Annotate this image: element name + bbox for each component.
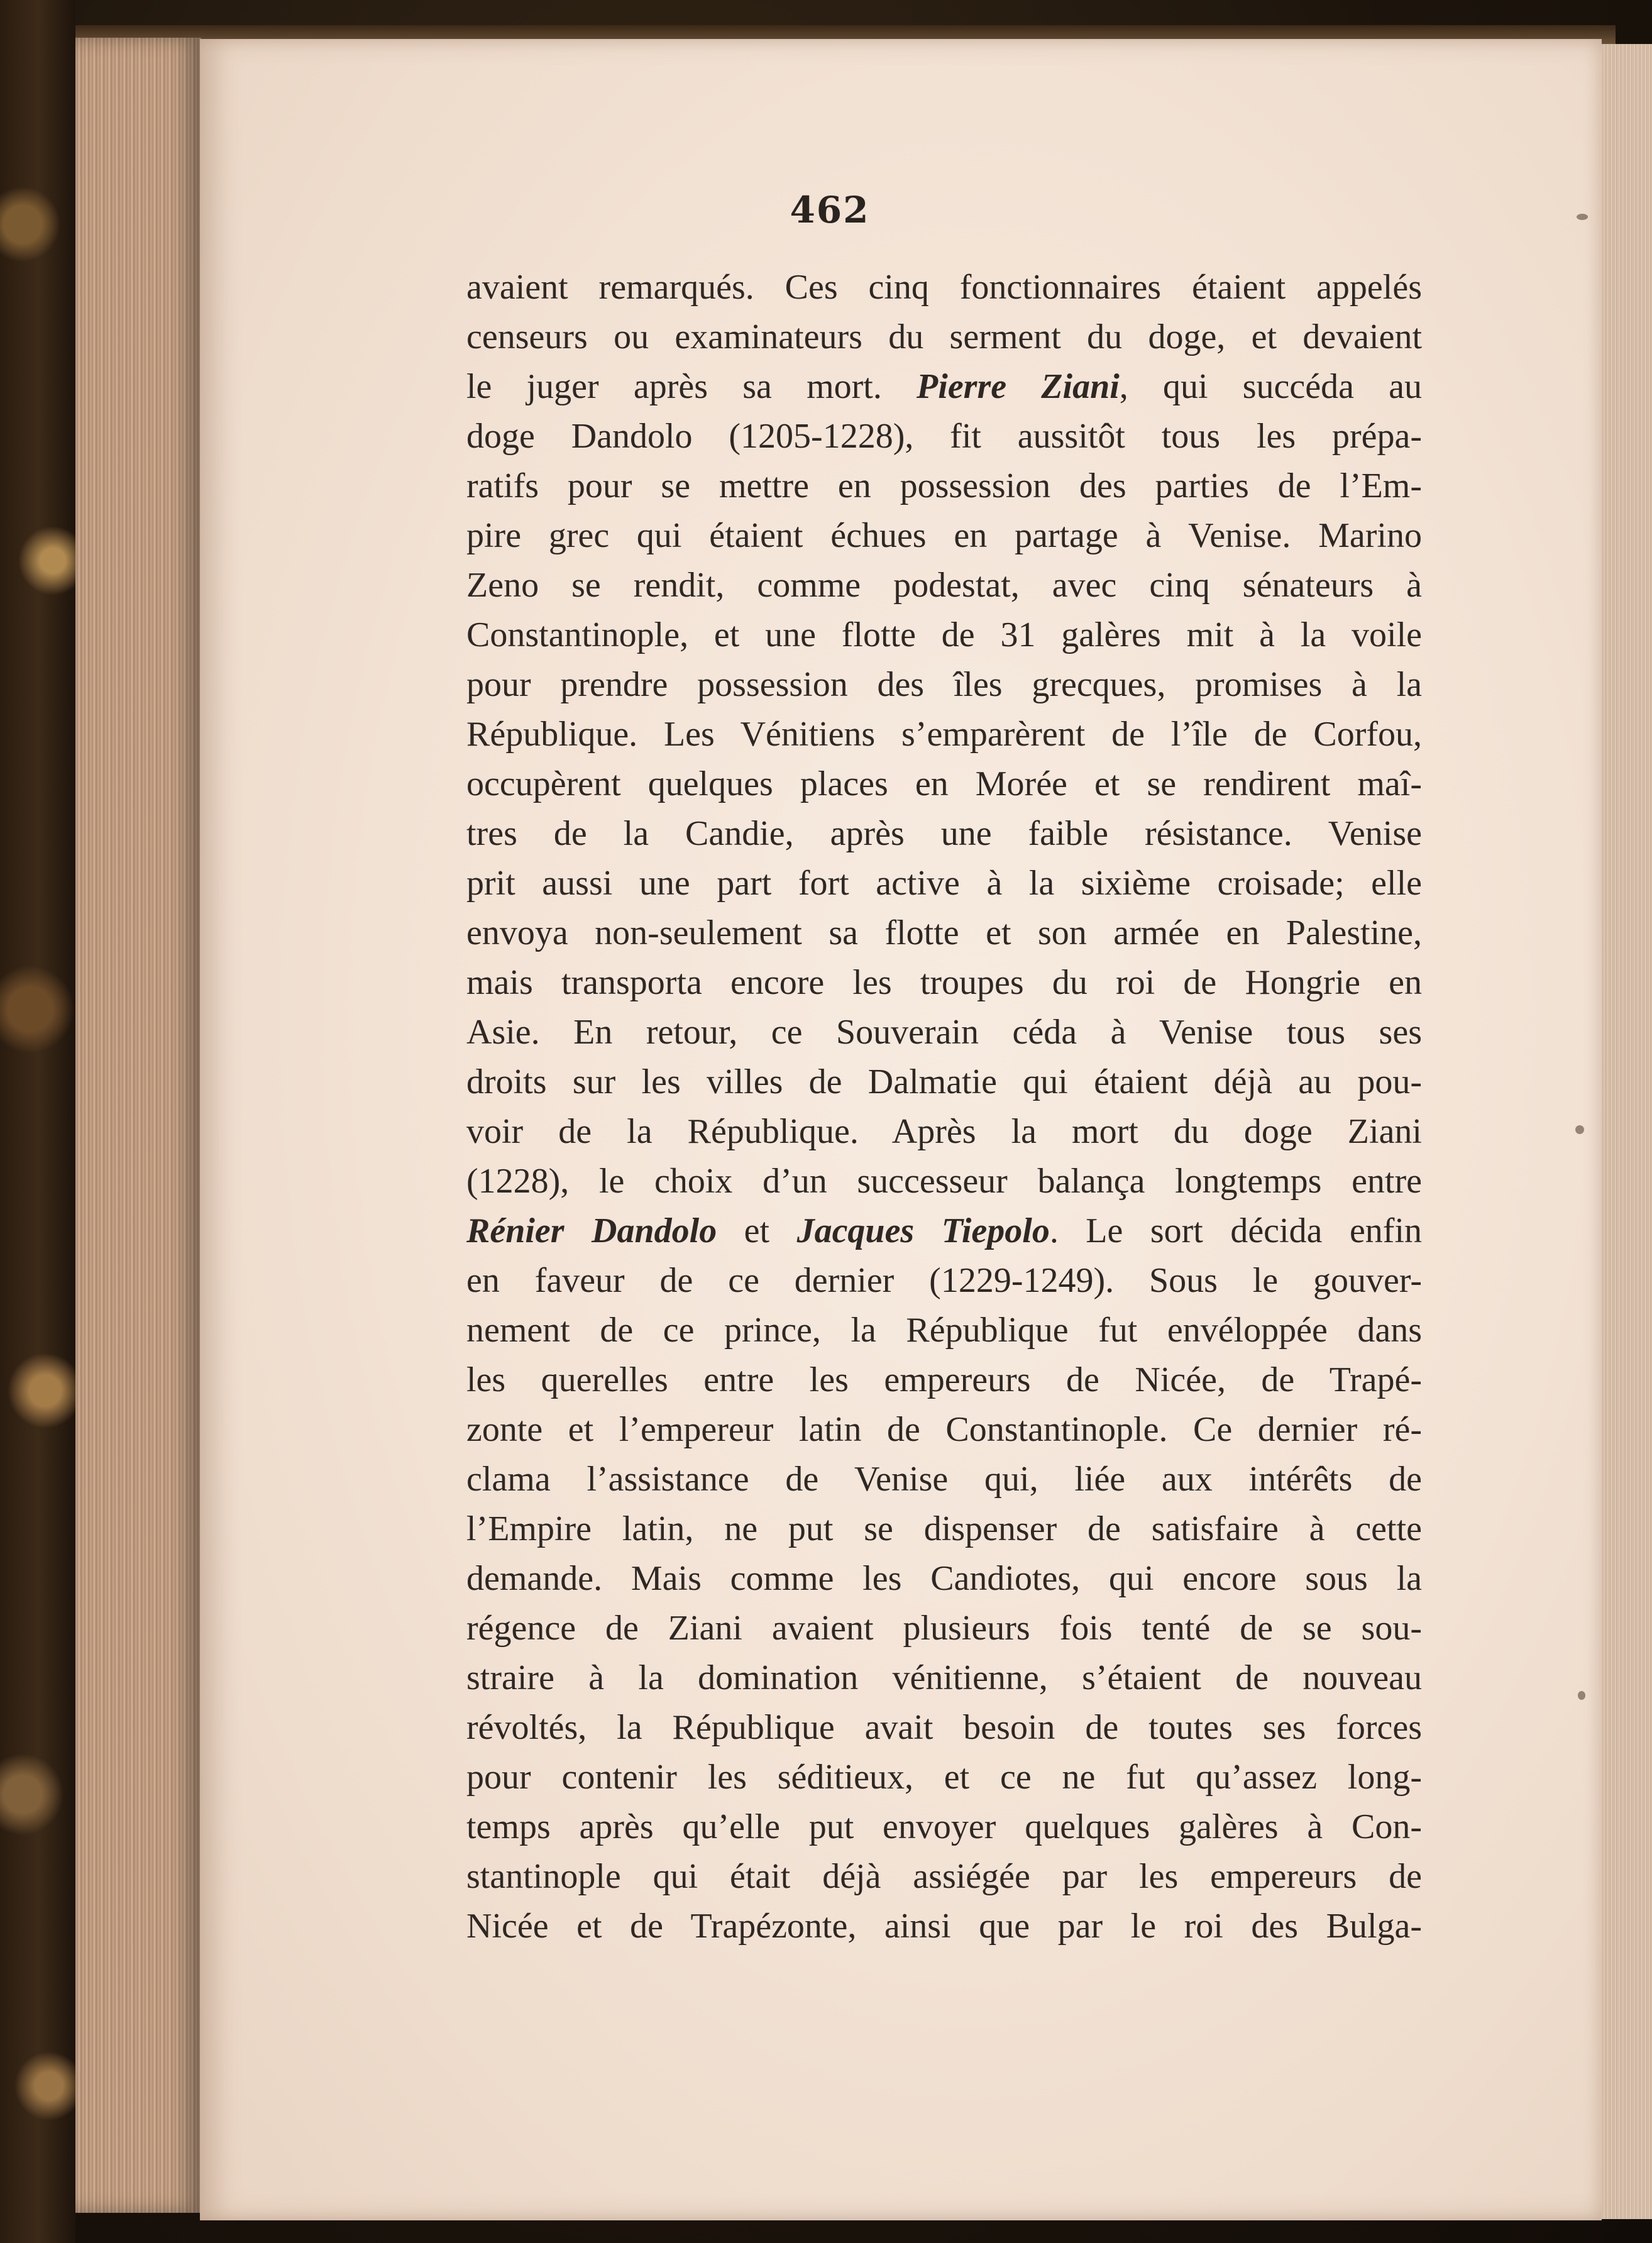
text-run: censeurs ou examinateurs du serment du doge, et devaient [466,317,1422,356]
margin-mark [1578,1691,1585,1700]
text-line [466,1703,1422,1753]
text-line [466,1802,1422,1852]
text-line [466,1554,1422,1604]
text-run: droits sur les villes de Dalmatie qui étaient déjà au pou- [466,1062,1422,1101]
text-line [466,710,1422,759]
page-number: 462 [790,189,870,231]
text-line [466,412,1422,461]
margin-mark [1577,214,1588,220]
text-run: demande. Mais comme les Candiotes, qui encore sous la [466,1559,1422,1598]
text-line [466,1604,1422,1653]
text-line [466,362,1422,412]
text-run: nement de ce prince, la République fut envéloppée dans [466,1311,1422,1350]
text-run: occupèrent quelques places en Morée et se rendirent maî- [466,764,1422,803]
text-run: envoya non-seulement sa flotte et son armée en Palestine, [466,913,1422,952]
text-run: prit aussi une part fort active à la sixième croisade; elle [466,864,1422,903]
text-run: Zeno se rendit, comme podestat, avec cinq sénateurs à [466,566,1422,605]
page-fore-edge [75,38,201,2213]
text-run: stantinople qui était déjà assiégée par les empereurs de [466,1857,1422,1896]
text-run: doge Dandolo (1205-1228), fit aussitôt tous les prépa- [466,417,1422,456]
text-run: ratifs pour se mettre en possession des parties de l’Em- [466,466,1422,505]
text-line [466,1852,1422,1902]
text-run: révoltés, la République avait besoin de toutes ses forces [466,1708,1422,1747]
text-run: pire grec qui étaient échues en partage à Venise. Marino [466,516,1422,555]
text-run: régence de Ziani avaient plusieurs fois tenté de se sou- [466,1609,1422,1648]
text-line [466,908,1422,958]
text-run: en faveur de ce dernier (1229-1249). Sous le gouver- [466,1261,1422,1300]
text-run: avaient remarqués. Ces cinq fonctionnaires étaient appelés [466,268,1422,307]
text-line [466,1057,1422,1107]
text-line [466,561,1422,610]
text-line [466,263,1422,312]
marbled-cover [0,0,75,2243]
text-line [466,1355,1422,1405]
italic-name: Jacques Tiepolo [796,1211,1050,1250]
text-run: les querelles entre les empereurs de Nicée, de Trapé- [466,1360,1422,1399]
text-line [466,1504,1422,1554]
text-run: République. Les Vénitiens s’emparèrent de l’île de Corfou, [466,715,1422,754]
text-line [466,1306,1422,1355]
text-run: le juger après sa mort. [466,367,917,406]
text-run: (1228), le choix d’un successeur balança longtemps entre [466,1162,1422,1201]
body-text [466,263,1422,1951]
text-line [466,511,1422,561]
text-line [466,1455,1422,1504]
text-run: temps après qu’elle put envoyer quelques galères à Con- [466,1807,1422,1846]
text-line [466,1008,1422,1057]
text-run: pour prendre possession des îles grecques, promises à la [466,665,1422,704]
text-line [466,1256,1422,1306]
text-run: Asie. En retour, ce Souverain céda à Venise tous ses [466,1013,1422,1052]
text-line [466,759,1422,809]
text-line [466,660,1422,710]
text-line [466,1405,1422,1455]
text-line [466,1206,1422,1256]
text-run: clama l’assistance de Venise qui, liée aux intérêts de [466,1460,1422,1499]
italic-name: Pierre Ziani [917,367,1120,406]
text-line [466,1107,1422,1157]
text-line [466,809,1422,859]
text-line [466,312,1422,362]
text-run: et [717,1211,797,1250]
text-line [466,1902,1422,1951]
text-line [466,1653,1422,1703]
right-page-edge [1602,44,1652,2219]
text-run: straire à la domination vénitienne, s’étaient de nouveau [466,1658,1422,1697]
text-line [466,958,1422,1008]
text-run: mais transporta encore les troupes du roi de Hongrie en [466,963,1422,1002]
text-run: Constantinople, et une flotte de 31 galères mit à la voile [466,615,1422,654]
text-line [466,1753,1422,1802]
text-run: voir de la République. Après la mort du doge Ziani [466,1112,1422,1151]
text-line [466,859,1422,908]
text-run: l’Empire latin, ne put se dispenser de satisfaire à cette [466,1509,1422,1548]
text-line [466,461,1422,511]
text-run: pour contenir les séditieux, et ce ne fut qu’assez long- [466,1758,1422,1797]
margin-mark [1575,1125,1584,1134]
text-line [466,610,1422,660]
text-run: tres de la Candie, après une faible résistance. Venise [466,814,1422,853]
text-run: zonte et l’empereur latin de Constantinople. Ce dernier ré- [466,1410,1422,1449]
text-run: , qui succéda au [1119,367,1422,406]
italic-name: Rénier Dandolo [466,1211,717,1250]
text-run: Nicée et de Trapézonte, ainsi que par le roi des Bulga- [466,1907,1422,1946]
text-line [466,1157,1422,1206]
text-run: . Le sort décida enfin [1049,1211,1422,1250]
